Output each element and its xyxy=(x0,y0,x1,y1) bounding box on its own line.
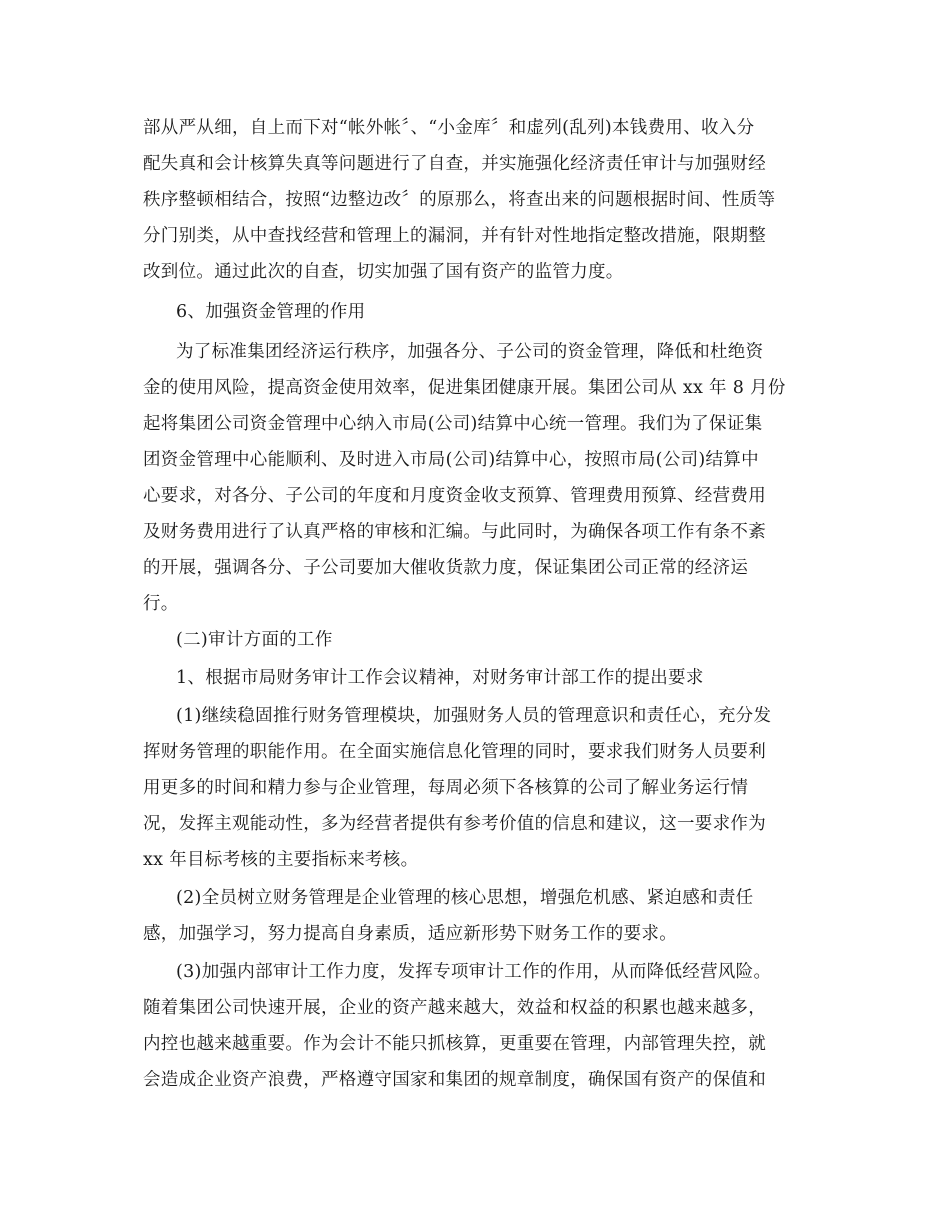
text-line: (3)加强内部审计工作力度，发挥专项审计工作的作用，从而降低经营风险。 xyxy=(176,962,772,982)
section-heading: 6、加强资金管理的作用 xyxy=(176,302,366,322)
text-line: 秩序整顿相结合，按照“边整边改〞的原那么，将查出来的问题根据时间、性质等 xyxy=(143,190,776,210)
text-line: 行。 xyxy=(143,594,179,614)
text-line: 为了标准集团经济运行秩序，加强各分、子公司的资金管理，降低和杜绝资 xyxy=(176,342,764,362)
text-line: 金的使用风险，提高资金使用效率，促进集团健康开展。集团公司从 xx 年 8 月份 xyxy=(143,378,786,398)
text-line: 的开展，强调各分、子公司要加大催收货款力度，保证集团公司正常的经济运 xyxy=(143,558,749,578)
text-line: 心要求，对各分、子公司的年度和月度资金收支预算、管理费用预算、经营费用 xyxy=(143,486,766,506)
text-line: 改到位。通过此次的自查，切实加强了国有资产的监管力度。 xyxy=(143,262,624,282)
text-line: 会造成企业资产浪费，严格遵守国家和集团的规章制度，确保国有资产的保值和 xyxy=(143,1070,766,1090)
text-line: 及财务费用进行了认真严格的审核和汇编。与此同时，为确保各项工作有条不紊 xyxy=(143,522,766,542)
section-heading: 1、根据市局财务审计工作会议精神，对财务审计部工作的提出要求 xyxy=(176,668,704,688)
text-line: (1)继续稳固推行财务管理模块，加强财务人员的管理意识和责任心，充分发 xyxy=(176,706,772,726)
text-line: 内控也越来越重要。作为会计不能只抓核算，更重要在管理，内部管理失控，就 xyxy=(143,1034,766,1054)
text-line: 况，发挥主观能动性，多为经营者提供有参考价值的信息和建议，这一要求作为 xyxy=(143,814,766,834)
text-line: 随着集团公司快速开展，企业的资产越来越大，效益和权益的积累也越来越多， xyxy=(143,998,766,1018)
section-heading: (二)审计方面的工作 xyxy=(176,630,333,650)
text-line: 分门别类，从中查找经营和管理上的漏洞，并有针对性地指定整改措施，限期整 xyxy=(143,226,766,246)
text-line: 团资金管理中心能顺利、及时进入市局(公司)结算中心，按照市局(公司)结算中 xyxy=(143,450,759,470)
text-line: xx 年目标考核的主要指标来考核。 xyxy=(143,850,419,870)
text-line: 起将集团公司资金管理中心纳入市局(公司)结算中心统一管理。我们为了保证集 xyxy=(143,414,763,434)
text-line: 配失真和会计核算失真等问题进行了自查，并实施强化经济责任审计与加强财经 xyxy=(143,154,766,174)
text-line: 部从严从细，自上而下对“帐外帐〞、“小金库〞和虚列(乱列)本钱费用、收入分 xyxy=(143,118,755,138)
text-line: 用更多的时间和精力参与企业管理，每周必须下各核算的公司了解业务运行情 xyxy=(143,778,749,798)
text-line: 感，加强学习，努力提高自身素质，适应新形势下财务工作的要求。 xyxy=(143,924,677,944)
text-line: (2)全员树立财务管理是企业管理的核心思想，增强危机感、紧迫感和责任 xyxy=(176,888,754,908)
text-line: 挥财务管理的职能作用。在全面实施信息化管理的同时，要求我们财务人员要利 xyxy=(143,742,766,762)
